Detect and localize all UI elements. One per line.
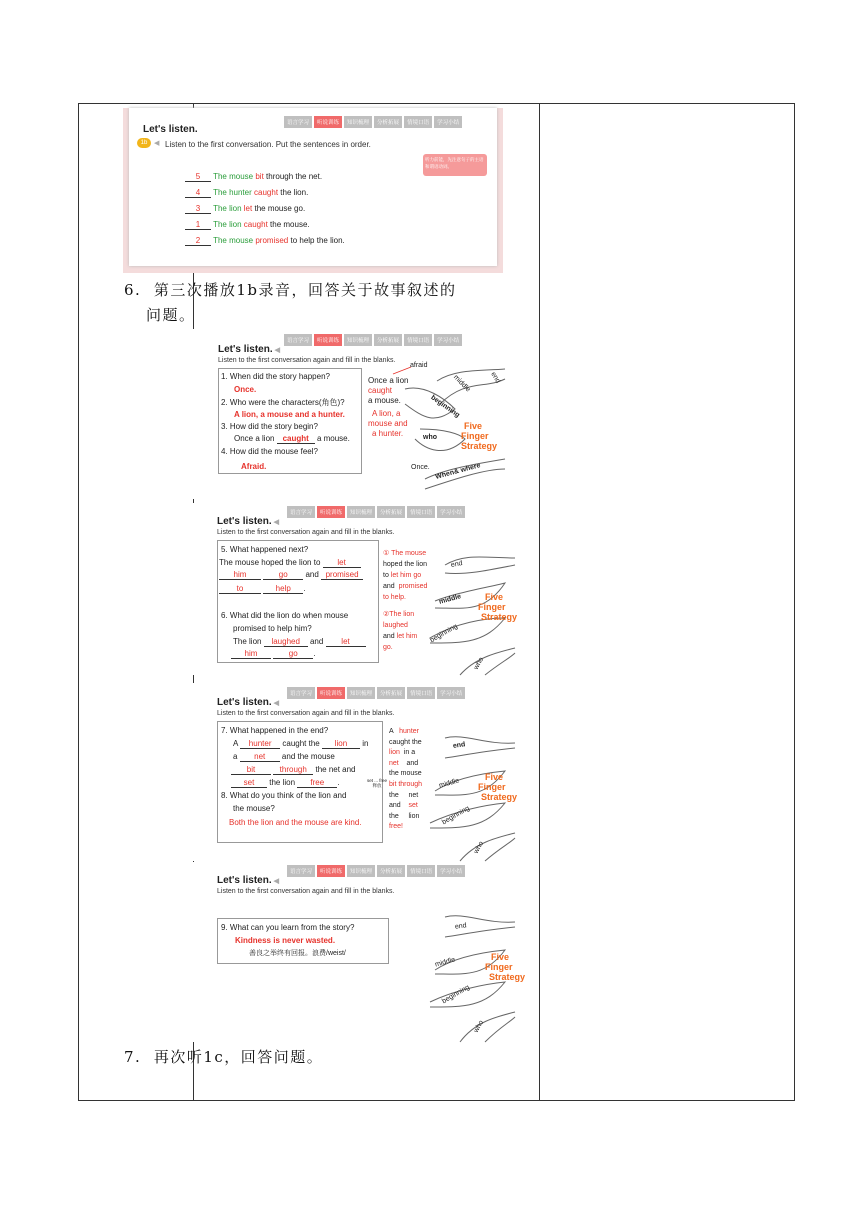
label-middle: middle [451, 373, 472, 394]
label-five-finger-strategy: Five Finger Strategy [485, 952, 526, 982]
track-badge: 1b [137, 138, 151, 148]
answer-1: Once. [234, 385, 257, 394]
label-five-finger-strategy: Five Finger Strategy [478, 592, 518, 622]
label-end: end [452, 741, 466, 750]
label-who: who [472, 1019, 486, 1035]
tab-knowledge[interactable]: 知识梳理 [347, 506, 375, 518]
tab-language[interactable]: 语言学习 [284, 116, 312, 128]
label-who: who [472, 840, 486, 856]
tab-speaking[interactable]: 情境口语 [407, 506, 435, 518]
speaker-icon[interactable]: ◀ [274, 347, 281, 354]
tip-note: 听力前能，先注意句子的主语和谓语动词。 [423, 154, 487, 176]
list-item: 3 The lion let the mouse go. [185, 204, 305, 214]
gloss-set-free: set ... free 释放 [367, 778, 388, 788]
speaker-icon[interactable]: ◀ [273, 519, 280, 526]
question-9: 9. What can you learn from the story? [221, 923, 355, 932]
label-beginning: beginning [429, 394, 461, 420]
nav-tabs [284, 116, 462, 128]
tab-knowledge[interactable]: 知识梳理 [344, 116, 372, 128]
label-five-finger-strategy: Five Finger Strategy [478, 772, 518, 802]
side-notes: A hunter caught the lion in a net and the mouse bit through the net and set the lion free! [389, 728, 423, 831]
tab-summary[interactable]: 学习小结 [437, 865, 465, 877]
tab-summary[interactable]: 学习小结 [434, 116, 462, 128]
label-when-where: When& where [434, 462, 482, 481]
speaker-icon[interactable]: ◀ [154, 140, 160, 147]
question-8b: the mouse? [233, 804, 275, 813]
tab-listening[interactable]: 听说训练 [317, 506, 345, 518]
question-7: 7. What happened in the end? [221, 726, 329, 735]
question-4: 4. How did the mouse feel? [221, 447, 318, 456]
answer-9: Kindness is never wasted. [235, 936, 336, 945]
slide-instruction: Listen to the first conversation again and fill in the blanks. [217, 529, 395, 536]
question-6: 6. What did the lion do when mouse [221, 611, 349, 620]
label-beginning: beginning [441, 983, 471, 1006]
answer-8: Both the lion and the mouse are kind. [229, 818, 362, 827]
list-item: 2 The mouse promised to help the lion. [185, 236, 345, 246]
tab-analysis[interactable]: 分析拓展 [374, 116, 402, 128]
label-afraid: afraid [410, 362, 428, 369]
question-5: 5. What happened next? [221, 545, 309, 554]
tab-language[interactable]: 语言学习 [287, 687, 315, 699]
tab-listening[interactable]: 听说训练 [314, 334, 342, 346]
label-middle: middle [438, 593, 462, 606]
tab-listening[interactable]: 听说训练 [314, 116, 342, 128]
slide-question-9 [123, 862, 526, 1042]
slide-title: Let's listen. ◀ [217, 516, 282, 527]
slide-put-in-order [123, 108, 503, 273]
tab-speaking[interactable]: 情境口语 [407, 687, 435, 699]
slide-instruction: Listen to the first conversation again and fill in the blanks. [218, 357, 396, 364]
tab-analysis[interactable]: 分析拓展 [377, 687, 405, 699]
answer-9-translation: 善良之举终有回报。浪费/weist/ [249, 950, 346, 957]
question-5-fill: him go and promised [219, 570, 363, 580]
tab-speaking[interactable]: 情境口语 [404, 116, 432, 128]
tab-speaking[interactable]: 情境口语 [407, 865, 435, 877]
label-who: who [472, 656, 486, 672]
tab-summary[interactable]: 学习小结 [437, 506, 465, 518]
question-3: 3. How did the story begin? [221, 422, 318, 431]
question-box [218, 368, 362, 474]
slide-title: Let's listen. ◀ [217, 875, 282, 886]
step-6-cont: 问题。 [146, 306, 196, 324]
slide-instruction: Listen to the first conversation again and fill in the blanks. [217, 710, 395, 717]
answer-2: A lion, a mouse and a hunter. [234, 410, 345, 419]
speaker-icon[interactable]: ◀ [273, 700, 280, 707]
question-1: 1. When did the story happen? [221, 372, 330, 381]
step-7: 7. 再次听1c，回答问题。 [124, 1048, 324, 1066]
slide-instruction: Listen to the first conversation again and fill in the blanks. [217, 888, 395, 895]
question-5-fill: to help . [219, 584, 305, 594]
question-6-fill: The lion laughed and let [233, 637, 366, 647]
side-notes: ① The mouse hoped the lion to let him go and promised to help. ②The lion laughed and let him go. [383, 550, 428, 651]
list-item: 5 The mouse bit through the net. [185, 172, 322, 182]
slide-title: Let's listen. ◀ [218, 344, 283, 355]
list-item: 4 The hunter caught the lion. [185, 188, 308, 198]
speaker-icon[interactable]: ◀ [273, 878, 280, 885]
question-5-fill: The mouse hoped the lion to let [219, 558, 361, 568]
tab-language[interactable]: 语言学习 [287, 506, 315, 518]
tab-listening[interactable]: 听说训练 [317, 687, 345, 699]
tab-language[interactable]: 语言学习 [284, 334, 312, 346]
question-2: 2. Who were the characters(角色)? [221, 398, 345, 407]
label-beginning: beginning [429, 622, 459, 645]
answer-4: Afraid. [241, 462, 267, 471]
tab-analysis[interactable]: 分析拓展 [377, 506, 405, 518]
side-notes: Once a lion caught a mouse. A lion, a mouse and a hunter. [368, 376, 409, 438]
question-7-fill: a net and the mouse [233, 752, 335, 761]
slide-questions-5-6 [123, 503, 518, 675]
label-beginning: beginning [441, 804, 471, 827]
tab-listening[interactable]: 听说训练 [317, 865, 345, 877]
five-finger-diagram [425, 503, 518, 675]
label-five-finger-strategy: Five Finger Strategy [461, 421, 498, 451]
tab-language[interactable]: 语言学习 [287, 865, 315, 877]
slide-title: Let's listen. [143, 124, 198, 135]
tab-summary[interactable]: 学习小结 [437, 687, 465, 699]
label-once: Once. [411, 464, 430, 471]
slide-questions-7-8 [123, 683, 518, 861]
list-item: 1 The lion caught the mouse. [185, 220, 310, 230]
label-end: end [454, 922, 468, 931]
label-middle: middle [434, 956, 457, 969]
tab-analysis[interactable]: 分析拓展 [377, 865, 405, 877]
question-6-fill: him go . [231, 649, 315, 659]
slide-questions-1-4 [123, 329, 503, 499]
slide-instruction: Listen to the first conversation. Put the sentences in order. [165, 140, 371, 149]
question-6b: promised to help him? [233, 624, 312, 633]
column-divider [539, 104, 540, 1100]
question-3-fill: Once a lion caught a mouse. [234, 434, 350, 443]
tab-knowledge[interactable]: 知识梳理 [344, 334, 372, 346]
question-8: 8. What do you think of the lion and [221, 791, 347, 800]
question-7-fill: A hunter caught the lion in [233, 739, 369, 748]
step-6: 6. 第三次播放1b录音，回答关于故事叙述的 [124, 281, 457, 299]
tab-summary[interactable]: 学习小结 [434, 334, 462, 346]
tab-knowledge[interactable]: 知识梳理 [347, 687, 375, 699]
question-7-fill: set the lion free . [231, 778, 340, 788]
label-middle: middle [438, 777, 461, 790]
question-7-fill: bit through the net and [231, 765, 356, 775]
slide-title: Let's listen. ◀ [217, 697, 282, 708]
label-end: end [489, 370, 502, 385]
label-who: who [423, 434, 437, 441]
tab-knowledge[interactable]: 知识梳理 [347, 865, 375, 877]
tab-analysis[interactable]: 分析拓展 [374, 334, 402, 346]
label-end: end [450, 560, 464, 569]
tab-speaking[interactable]: 情境口语 [404, 334, 432, 346]
